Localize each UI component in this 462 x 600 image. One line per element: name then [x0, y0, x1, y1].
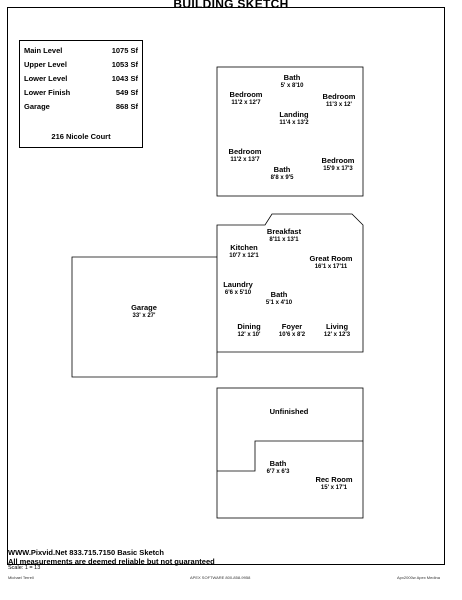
- area-value: 1075 Sf: [111, 46, 138, 55]
- room-name: Foyer: [281, 322, 303, 331]
- area-label: Lower Finish: [24, 88, 71, 97]
- room-dimensions: 6'7 x 6'3: [266, 469, 290, 475]
- room-dimensions: 16'1 x 17'11: [314, 264, 348, 270]
- room-label-laundry: [223, 281, 253, 297]
- area-label: Lower Level: [24, 74, 68, 83]
- room-label-dining: [237, 323, 260, 339]
- lower-finish-partition: [217, 441, 363, 471]
- room-label-living: [324, 323, 350, 339]
- room-label-bedroom-sw: [229, 148, 262, 164]
- room-name: Living: [325, 322, 349, 331]
- property-address: 216 Nicole Court: [51, 132, 111, 141]
- room-dimensions: 11'3 x 12': [326, 102, 352, 108]
- room-label-unfinished: [270, 408, 309, 416]
- room-name: Bath: [269, 459, 287, 468]
- area-value: 1053 Sf: [111, 60, 138, 69]
- room-name: Breakfast: [266, 227, 302, 236]
- area-value: 868 Sf: [115, 102, 138, 111]
- footer-disclaimer: All measurements are deemed reliable but not guaranteed: [8, 557, 215, 566]
- room-name: Unfinished: [269, 407, 309, 416]
- room-label-great-room: [310, 255, 353, 271]
- room-name: Bedroom: [321, 156, 355, 165]
- room-dimensions: 33' x 27': [132, 313, 156, 319]
- room-dimensions: 11'2 x 12'7: [231, 100, 261, 106]
- room-dimensions: 8'8 x 9'5: [270, 175, 294, 181]
- room-dimensions: 5' x 8'10: [280, 83, 304, 89]
- room-label-bath-upper: [281, 74, 304, 90]
- room-label-bedroom-nw: [230, 91, 263, 107]
- footer-software: APEX SOFTWARE 800-858-9958: [190, 575, 251, 580]
- room-label-bedroom-se: [322, 157, 355, 173]
- area-label: Main Level: [24, 46, 63, 55]
- area-value: 549 Sf: [115, 88, 138, 97]
- room-name: Bath: [273, 165, 291, 174]
- room-name: Garage: [131, 303, 157, 312]
- room-dimensions: 12' x 10': [237, 332, 261, 338]
- room-name: Great Room: [309, 254, 353, 263]
- room-label-landing: [279, 111, 308, 127]
- footer-credit: Apx2000w Apex Medina: [397, 575, 440, 580]
- page-title: BUILDING SKETCH: [173, 0, 289, 11]
- room-label-rec-room: [315, 476, 352, 492]
- room-label-kitchen: [229, 244, 259, 260]
- room-name: Kitchen: [230, 243, 258, 252]
- room-name: Bedroom: [228, 147, 262, 156]
- room-name: Bedroom: [229, 90, 263, 99]
- room-name: Rec Room: [315, 475, 353, 484]
- room-name: Dining: [237, 322, 261, 331]
- room-name: Bath: [270, 290, 288, 299]
- room-label-garage: [131, 304, 157, 320]
- room-label-breakfast: [267, 228, 301, 244]
- room-dimensions: 11'4 x 13'2: [279, 120, 309, 126]
- room-dimensions: 10'6 x 8'2: [278, 332, 306, 338]
- room-dimensions: 5'1 x 4'10: [265, 300, 293, 306]
- room-dimensions: 12' x 12'3: [323, 332, 351, 338]
- room-name: Landing: [279, 110, 309, 119]
- room-name: Bath: [283, 73, 301, 82]
- room-dimensions: 6'6 x 5'10: [224, 290, 252, 296]
- room-dimensions: 15' x 17'1: [320, 485, 348, 491]
- room-name: Laundry: [223, 280, 253, 289]
- room-label-bedroom-ne: [323, 93, 356, 109]
- room-label-foyer: [279, 323, 305, 339]
- scale-note: Scale: 1 = 13: [8, 565, 41, 571]
- room-label-bath-lower: [267, 460, 290, 476]
- room-label-bath-upper-2: [271, 166, 294, 182]
- room-dimensions: 8'11 x 13'1: [269, 237, 299, 243]
- room-label-bath-main: [266, 291, 292, 307]
- footer-contact: WWW.Pixvid.Net 833.715.7150 Basic Sketch: [8, 548, 164, 557]
- room-dimensions: 11'2 x 13'7: [230, 157, 260, 163]
- area-value: 1043 Sf: [111, 74, 138, 83]
- area-label: Upper Level: [24, 60, 67, 69]
- footer-appraiser-name: Michael Terrell: [8, 575, 34, 580]
- area-label: Garage: [24, 102, 50, 111]
- room-dimensions: 10'7 x 12'1: [229, 253, 259, 259]
- room-dimensions: 15'9 x 17'3: [323, 166, 353, 172]
- room-name: Bedroom: [322, 92, 356, 101]
